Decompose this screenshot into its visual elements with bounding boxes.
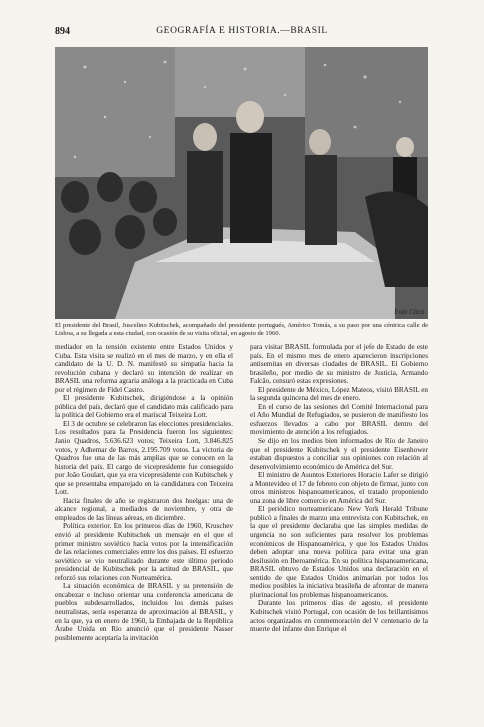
paragraph: El periódico norteamericano New York Herald Tribune publicó a finales de marzo una entrevista con Kubitschek, en la que el presidente declaraba que las simples medidas de urgencia no son suficientes para resolver los problemas económicos de Hispanoamérica, y que los Estados Unidos deben adoptar una nueva política para evitar una gran desilusión en Iberoamérica. En su política hispanoamericana, BRASIL obtuvo de Estados Unidos una declaración en el sentido de que Estados Unidos animarían por todos los medios posibles la iniciativa brasileña de afrontar de manera plurinacional los problemas hispanoamericanos. [250, 505, 428, 599]
paragraph: El presidente de México, López Mateos, visitó BRASIL en la segunda quincena del mes de enero. [250, 385, 428, 403]
paragraph: La situación económica de BRASIL y su pretensión de encabezar e incluso orientar una conferencia americana de pueblos subdesarrollados, incluidos los demás países neutralistas, sería esperanza de aproximación al BRASIL, y en la que, ya en enero de 1960, la Embajada de la República Árabe Unida en Río anunció que el presidente Nasser posiblemente aceptaría la invitación [55, 582, 233, 642]
paragraph: Política exterior. En los primeros días de 1960, Kruschev envió al presidente Kubitschek un mensaje en el que el primer ministro soviético hacía votos por la intensificación de las relaciones comerciales entre los dos países. El esfuerzo soviético se vio neutralizado durante este último período presidencial de Kubitschek por la actitud de BRASIL, que reforzó sus relaciones con Norteamérica. [55, 522, 233, 582]
running-title: GEOGRAFÍA E HISTORIA.—BRASIL [156, 26, 328, 36]
paragraph: Se dijo en los medios bien informados de Río de Janeiro que el presidente Kubitschek y el presidente Eisenhower estaban dispuestos a conciliar sus opiniones con relación al desenvolvimiento económico de América del Sur. [250, 437, 428, 471]
paragraph: para visitar BRASIL formulada por el jefe de Estado de este país. En el mismo mes de enero aparecieron inscripciones antisemitas en diversas ciudades de BRASIL. El Gobierno brasileño, por medio de su ministro de Justicia, Armando Falcão, censuró estas expresiones. [250, 343, 428, 386]
paragraph: En el curso de las sesiones del Comité Internacional para el Año Mundial de Refugiados, se pusieron de manifiesto los esfuerzos llevados a cabo por BRASIL dentro del movimiento de atención a los refugiados. [250, 402, 428, 437]
paragraph: El ministro de Asuntos Exteriores Horacio Lafer se dirigió a Montevideo el 17 de febrero con objeto de firmar, junto con otros ministros hispanoamericanos, el tratado proponiendo una zona de libre comercio en América del Sur. [250, 471, 428, 505]
photograph [55, 47, 428, 319]
page-header [0, 0, 484, 40]
photo-caption: El presidente del Brasil, Juscelino Kubitschek, acompañado del presidente portugués, Américo Tomás, a su paso por una céntrica calle de Lisboa, a su llegada a esta ciudad, con ocasión de su visita oficial, en agosto de 1960. [55, 322, 428, 338]
paragraph: El 3 de octubre se celebraron las elecciones presidenciales. Los resultados para la Presidencia fueron los siguientes: Janio Quadros, 5.636.623 votos; Teixeira Lott, 3.846.825 votos, y Adhemar de Barros, 2.195.709 votos. La victoria de Quadros fue una de las más amplias que se conocen en la historia del país. El cargo de vicepresidente fue conseguido por João Goulart, que ya era vicepresidente con Kubitschek y que se presentaba emparejado en la candidatura con Teixeira Lott. [55, 419, 233, 497]
photo-illustration [55, 47, 428, 319]
paragraph: El presidente Kubitschek, dirigiéndose a la opinión pública del país, declaró que el candidato más calificado para la política del Gobierno era el mariscal Teixeira Lott. [55, 394, 233, 420]
page-number: 894 [55, 26, 70, 37]
paragraph: Hacia finales de año se registraron dos huelgas: una de alcance regional, a mediados de noviembre, y otra de empleados de las líneas aéreas, en diciembre. [55, 496, 233, 522]
paragraph: mediador en la tensión existente entre Estados Unidos y Cuba. Esta visita se realizó en el mes de marzo, y en ella el candidato de la U. D. N. manifestó su simpatía hacia la revolución cubana y declaró su intención de realizar en BRASIL una reforma agraria análoga a la practicada en Cuba por el régimen de Fidel Castro. [55, 343, 233, 394]
text-column-left [55, 343, 233, 642]
text-column-right [250, 343, 428, 634]
paragraph: Durante los primeros días de agosto, el presidente Kubitschek visitó Portugal, con ocasión de los brillantísimos actos organizados en conmemoración del V centenario de la muerte del infante don Enrique el [250, 599, 428, 634]
photo-credit: Foto Citra [394, 308, 424, 316]
